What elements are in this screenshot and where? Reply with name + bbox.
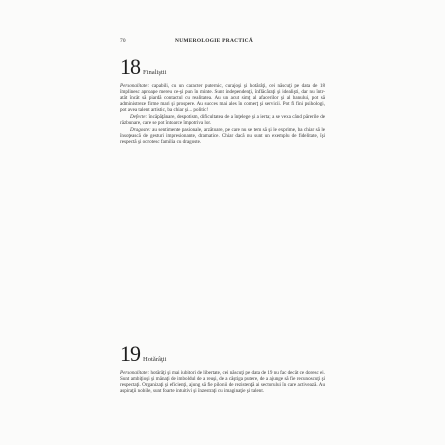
section-19: [120, 343, 325, 394]
section-number: 18: [120, 54, 140, 79]
page-number: 70: [120, 38, 126, 44]
paragraph-personality: [120, 83, 325, 113]
section-number: 19: [120, 341, 140, 366]
section-name: Finaliştii: [143, 69, 167, 76]
running-head: [120, 38, 330, 48]
paragraph-text: hotărâţi şi mai iubitori de libertate, cei născuţi pe data de 19 nu fac decât ce doresc ei. Sunt ambiţioşi şi mânaţi de imboldul de a reuşi, de a câştiga putere, de a ajunge să fie recunoscuţi şi respectaţi. Organizaţi şi eficienţi, ajung să fie pilonii de rezistenţă ai sectorului în care activează. Au aspiraţii nobile, sunt foarte intuitivi şi înzestraţi cu imaginaţie şi talent.: [120, 370, 325, 395]
paragraph-label: Personalitate:: [120, 370, 150, 376]
paragraph-personality: [120, 370, 325, 394]
section-name: Hotărâţii: [143, 356, 167, 363]
book-title: NUMEROLOGIE PRACTICĂ: [175, 38, 254, 44]
paragraph-text: capabili, cu un caracter puternic, curajoşi şi hotărâţi, cei născuţi pe data de 18 împlinesc aproape mereu ce-şi pun în minte. Sunt independenţi, înflăcăraţi şi idealişti, dar nu într-atât încât să piardă contactul cu realitatea. Au un acut simţ al afacerilor şi al banului, pot să administreze firme mari şi prospere. Au succes mai ales în comerţ şi servicii. Pot fi fini psihologi, pot avea talent artistic, ba chiar şi... politic!: [120, 83, 325, 114]
paragraph-text: încăpăţânare, despotism, dificultatea de a înţelege şi a ierta; a se vexa când părerile de răzbunare, care se pot întoarce împotriva lor.: [120, 113, 325, 127]
paragraph-label: Dragoste:: [130, 126, 151, 133]
paragraph-defects: [120, 114, 325, 126]
paragraph-text: au sentimente pasionale, arzătoare, pe care nu se tem să şi le exprime, ba chiar să le însoţească de gesturi impresionante, dramatice. Chiar dacă nu sunt un exemplu de fidelitate, îşi respectă şi ocrotesc familia cu dragoste.: [120, 126, 325, 145]
paragraph-label: Defecte:: [130, 113, 148, 120]
section-heading: [120, 343, 325, 369]
section-heading: [120, 56, 325, 82]
section-18: [120, 56, 325, 145]
paragraph-label: Personalitate:: [120, 83, 150, 89]
paragraph-love: [120, 127, 325, 145]
